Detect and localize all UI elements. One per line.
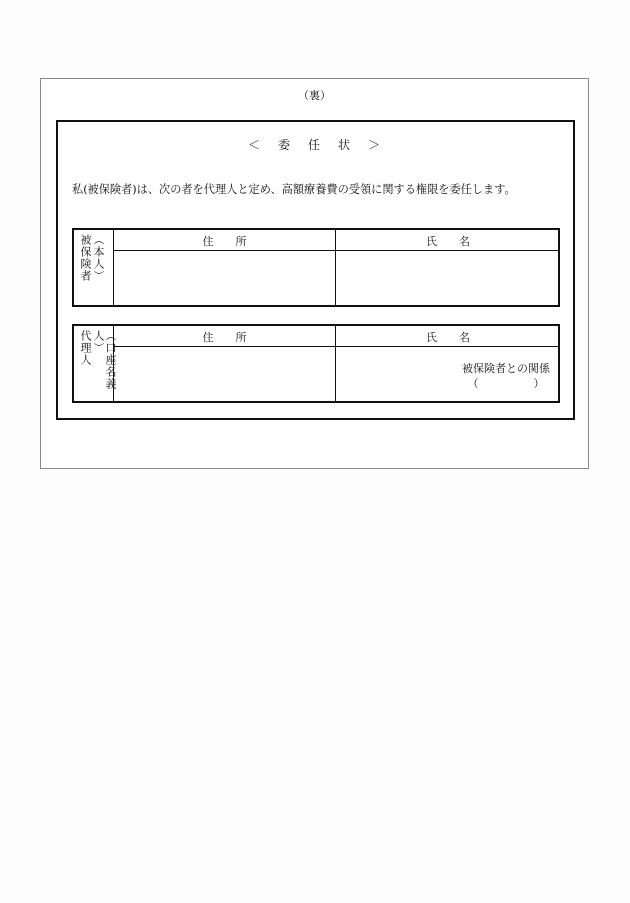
delegation-statement: 私(被保険者)は、次の者を代理人と定め、高額療養費の受領に関する権限を委任します。 [72,183,516,196]
relation-label: 被保険者との関係 [462,362,550,375]
insured-side-label-text: 被保険者 [79,234,92,282]
insured-side-label-paren: （本人） [92,234,105,282]
insured-address-header: 住 所 [202,235,247,248]
insured-table [72,228,560,307]
agent-address-header: 住 所 [202,331,247,344]
page-label: （裏） [298,89,331,102]
document-title: ＜ 委 任 状 ＞ [247,138,383,152]
form-sheet [40,78,589,469]
agent-table [72,324,560,403]
power-of-attorney-frame [56,120,575,420]
insured-side-label [74,230,114,305]
agent-address-field[interactable] [114,347,335,401]
relation-blank[interactable]: （ ） [467,377,545,390]
agent-side-label-paren: （口座名義人） [92,330,117,390]
relation-block [462,361,550,391]
agent-side-label [74,326,117,401]
agent-name-header: 氏 名 [426,331,470,344]
insured-name-field[interactable] [336,251,558,305]
insured-address-field[interactable] [114,251,335,305]
agent-side-label-text: 代理人 [79,330,92,366]
insured-name-header: 氏 名 [426,235,470,248]
